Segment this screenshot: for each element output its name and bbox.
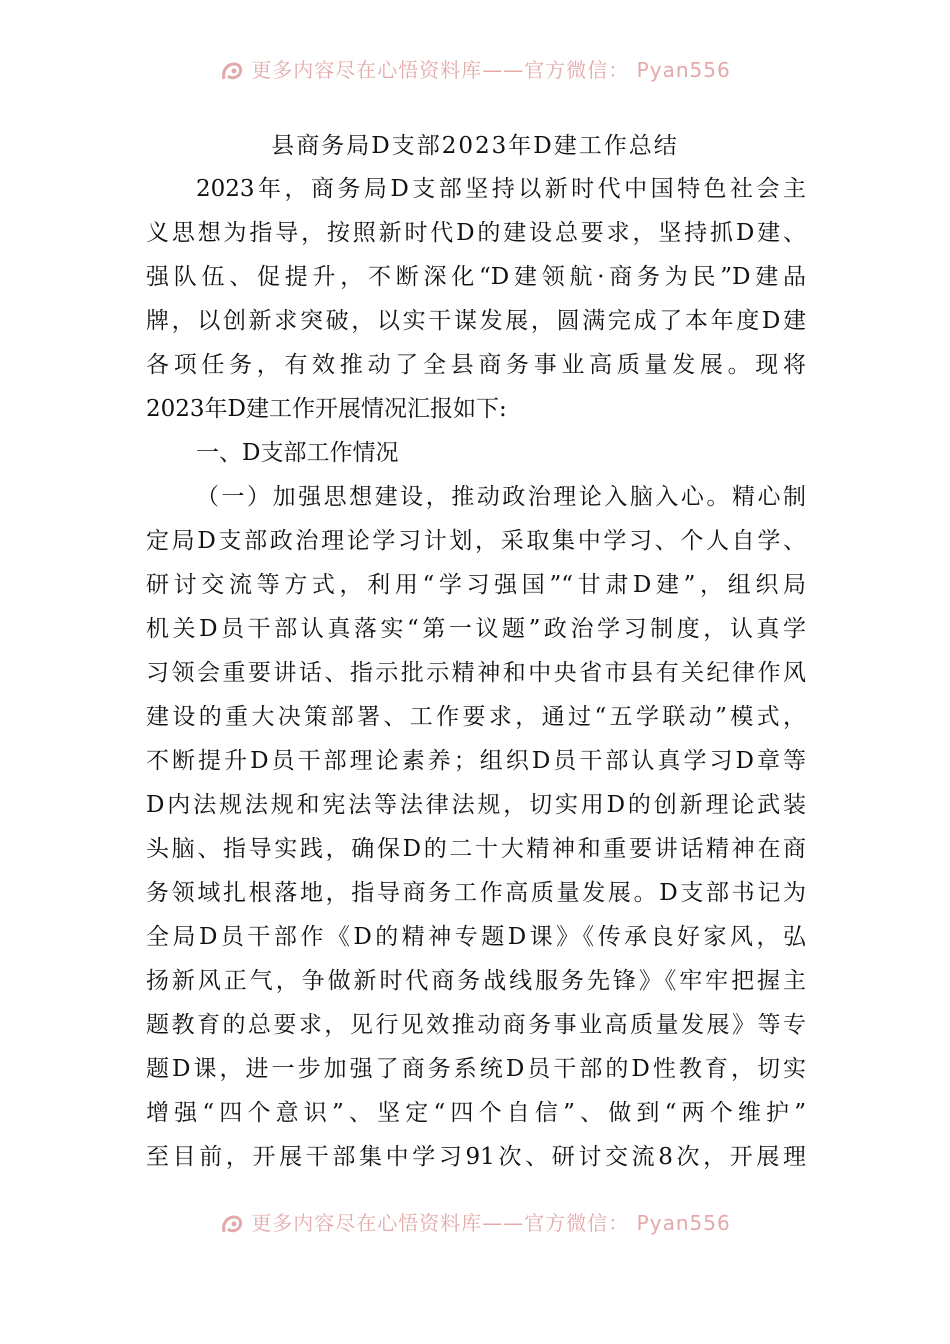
paragraph-line: 强队伍、促提升，不断深化“D建领航·商务为民”D建品 <box>146 264 806 290</box>
paragraph-line: 题教育的总要求，见行见效推动商务事业高质量发展》等专 <box>146 1012 806 1038</box>
paragraph-line: 牌，以创新求突破，以实干谋发展，圆满完成了本年度D建 <box>146 308 806 334</box>
paragraph-line: 2023年D建工作开展情况汇报如下: <box>146 396 507 422</box>
paragraph-line: 义思想为指导，按照新时代D的建设总要求，坚持抓D建、 <box>146 220 806 246</box>
paragraph-line: 定局D支部政治理论学习计划，采取集中学习、个人自学、 <box>146 528 806 554</box>
paragraph-line: （一）加强思想建设，推动政治理论入脑入心。精心制 <box>196 484 806 510</box>
watermark-text: 更多内容尽在心悟资料库——官方微信： Pyan556 <box>251 58 731 82</box>
paragraph-line: 研讨交流等方式，利用“学习强国”“甘肃D建”，组织局 <box>146 572 806 598</box>
paragraph-line: 全局D员干部作《D的精神专题D课》《传承良好家风，弘 <box>146 924 806 950</box>
paragraph-line: 务领域扎根落地，指导商务工作高质量发展。D支部书记为 <box>146 880 806 906</box>
paragraph-line: 不断提升D员干部理论素养；组织D员干部认真学习D章等 <box>146 748 806 774</box>
logo-icon <box>219 1212 245 1238</box>
paragraph-line: 各项任务，有效推动了全县商务事业高质量发展。现将 <box>146 352 806 378</box>
paragraph-line: 机关D员干部认真落实“第一议题”政治学习制度，认真学 <box>146 616 806 642</box>
paragraph-line: 头脑、指导实践，确保D的二十大精神和重要讲话精神在商 <box>146 836 806 862</box>
paragraph-line: 2023年，商务局D支部坚持以新时代中国特色社会主 <box>196 176 806 202</box>
watermark-header <box>0 52 950 88</box>
watermark-footer <box>0 1205 950 1241</box>
paragraph-line: 习领会重要讲话、指示批示精神和中央省市县有关纪律作风 <box>146 660 806 686</box>
logo-icon <box>219 59 245 85</box>
section-heading: 一、D支部工作情况 <box>196 440 399 466</box>
paragraph-line: 题D课，进一步加强了商务系统D员干部的D性教育，切实 <box>146 1056 806 1082</box>
paragraph-line: 扬新风正气，争做新时代商务战线服务先锋》《牢牢把握主 <box>146 968 806 994</box>
paragraph-line: 至目前，开展干部集中学习91次、研讨交流8次，开展理 <box>146 1144 806 1170</box>
paragraph-line: 增强“四个意识”、坚定“四个自信”、做到“两个维护” <box>146 1100 806 1126</box>
paragraph-line: 建设的重大决策部署、工作要求，通过“五学联动”模式， <box>146 704 806 730</box>
watermark-text: 更多内容尽在心悟资料库——官方微信： Pyan556 <box>251 1211 731 1235</box>
page-title: 县商务局D支部2023年D建工作总结 <box>271 133 679 159</box>
paragraph-line: D内法规法规和宪法等法律法规，切实用D的创新理论武装 <box>146 792 806 818</box>
